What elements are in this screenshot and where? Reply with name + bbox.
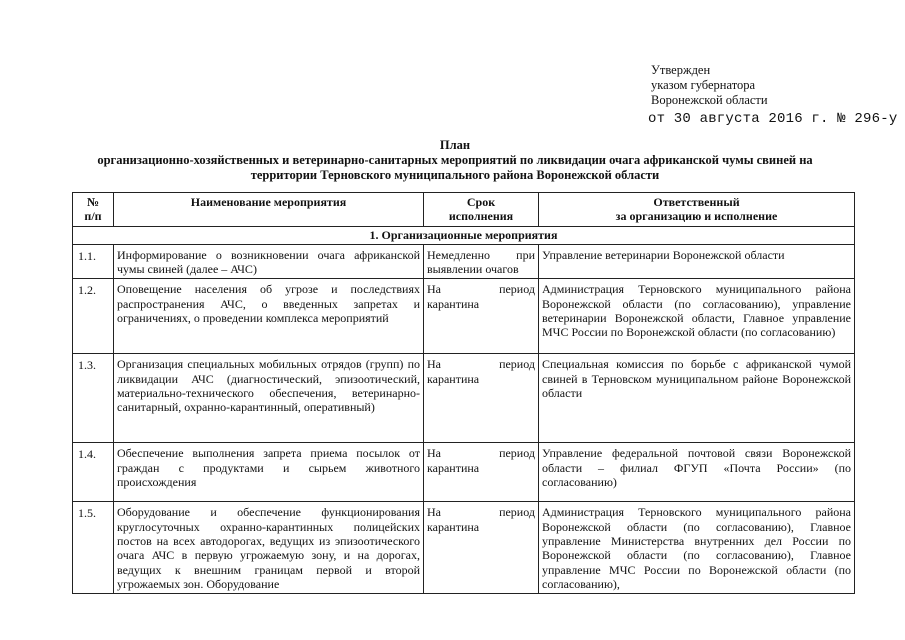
title-line-2: территории Терновского муниципального района Воронежской области (250, 168, 660, 182)
table-header-row (73, 193, 855, 227)
row-responsible: Специальная комиссия по борьбе с африканской чумой свиней в Терновском муниципальном районе Воронежской области (539, 354, 855, 443)
section-title: 1. Организационные мероприятия (73, 226, 855, 244)
row-number: 1.3. (73, 354, 114, 443)
row-number: 1.5. (73, 502, 114, 594)
row-action: Обеспечение выполнения запрета приема посылок от граждан с продуктами и сырьем животного происхождения (114, 443, 424, 502)
row-action: Оповещение населения об угрозе и последствиях распространения АЧС, о введенных запретах и ограничениях, о проведении комплекса мероприятий (114, 279, 424, 354)
approval-line-decree-type: указом губернатора (651, 78, 756, 92)
row-action: Оборудование и обеспечение функционирования круглосуточных охранно-карантинных полицейских постов на всех автодорогах, ведущих из эпизоотического очага АЧС в первую угрожаемую зону, и на дорогах, ведущих к внешним границам первой и второй угрожаемых зон. Оборудование (114, 502, 424, 594)
table-row (73, 354, 855, 443)
approval-line-approved: Утвержден (651, 63, 711, 77)
table-row (73, 502, 855, 594)
section-row (73, 226, 855, 244)
row-action: Информирование о возникновении очага африканской чумы свиней (далее – АЧС) (114, 244, 424, 279)
row-term: На период карантина (424, 502, 539, 594)
row-responsible: Администрация Терновского муниципального района Воронежской области (по согласованию), Главное управление Министерства внутренних дел России по Воронежской области (по согласованию), Главное управление МЧС России по Воронежской области (по согласованию), (539, 502, 855, 594)
title-heading: План (439, 138, 471, 152)
approval-decree-number: от 30 августа 2016 г. № 296-у (648, 111, 898, 127)
header-action-name: Наименование мероприятия (114, 193, 424, 227)
table-row (73, 443, 855, 502)
row-number: 1.4. (73, 443, 114, 502)
title-line-1: организационно-хозяйственных и ветеринарно-санитарных мероприятий по ликвидации очага африканской чумы свиней на (97, 153, 813, 167)
row-term: На период карантина (424, 279, 539, 354)
row-responsible: Управление федеральной почтовой связи Воронежской области – филиал ФГУП «Почта России» (по согласованию) (539, 443, 855, 502)
document-title (60, 138, 850, 183)
header-term: Срок исполнения (424, 193, 539, 227)
row-term: Немедленно при выявлении очагов (424, 244, 539, 279)
header-responsible: Ответственный за организацию и исполнение (539, 193, 855, 227)
row-responsible: Администрация Терновского муниципального района Воронежской области (по согласованию), управление ветеринарии Воронежской области, Главное управление МЧС России по Воронежской области (по согласованию) (539, 279, 855, 354)
table-row (73, 244, 855, 279)
row-action: Организация специальных мобильных отрядов (групп) по ликвидации АЧС (диагностический, эпизоотический, материально-технического обеспечения, ветеринарно-санитарный, охранно-карантинный, оперативный) (114, 354, 424, 443)
table-row (73, 279, 855, 354)
approval-stamp (648, 63, 898, 127)
header-number: № п/п (73, 193, 114, 227)
row-number: 1.1. (73, 244, 114, 279)
plan-table (72, 192, 855, 594)
row-number: 1.2. (73, 279, 114, 354)
row-responsible: Управление ветеринарии Воронежской области (539, 244, 855, 279)
row-term: На период карантина (424, 354, 539, 443)
approval-line-region: Воронежской области (651, 93, 768, 107)
row-term: На период карантина (424, 443, 539, 502)
